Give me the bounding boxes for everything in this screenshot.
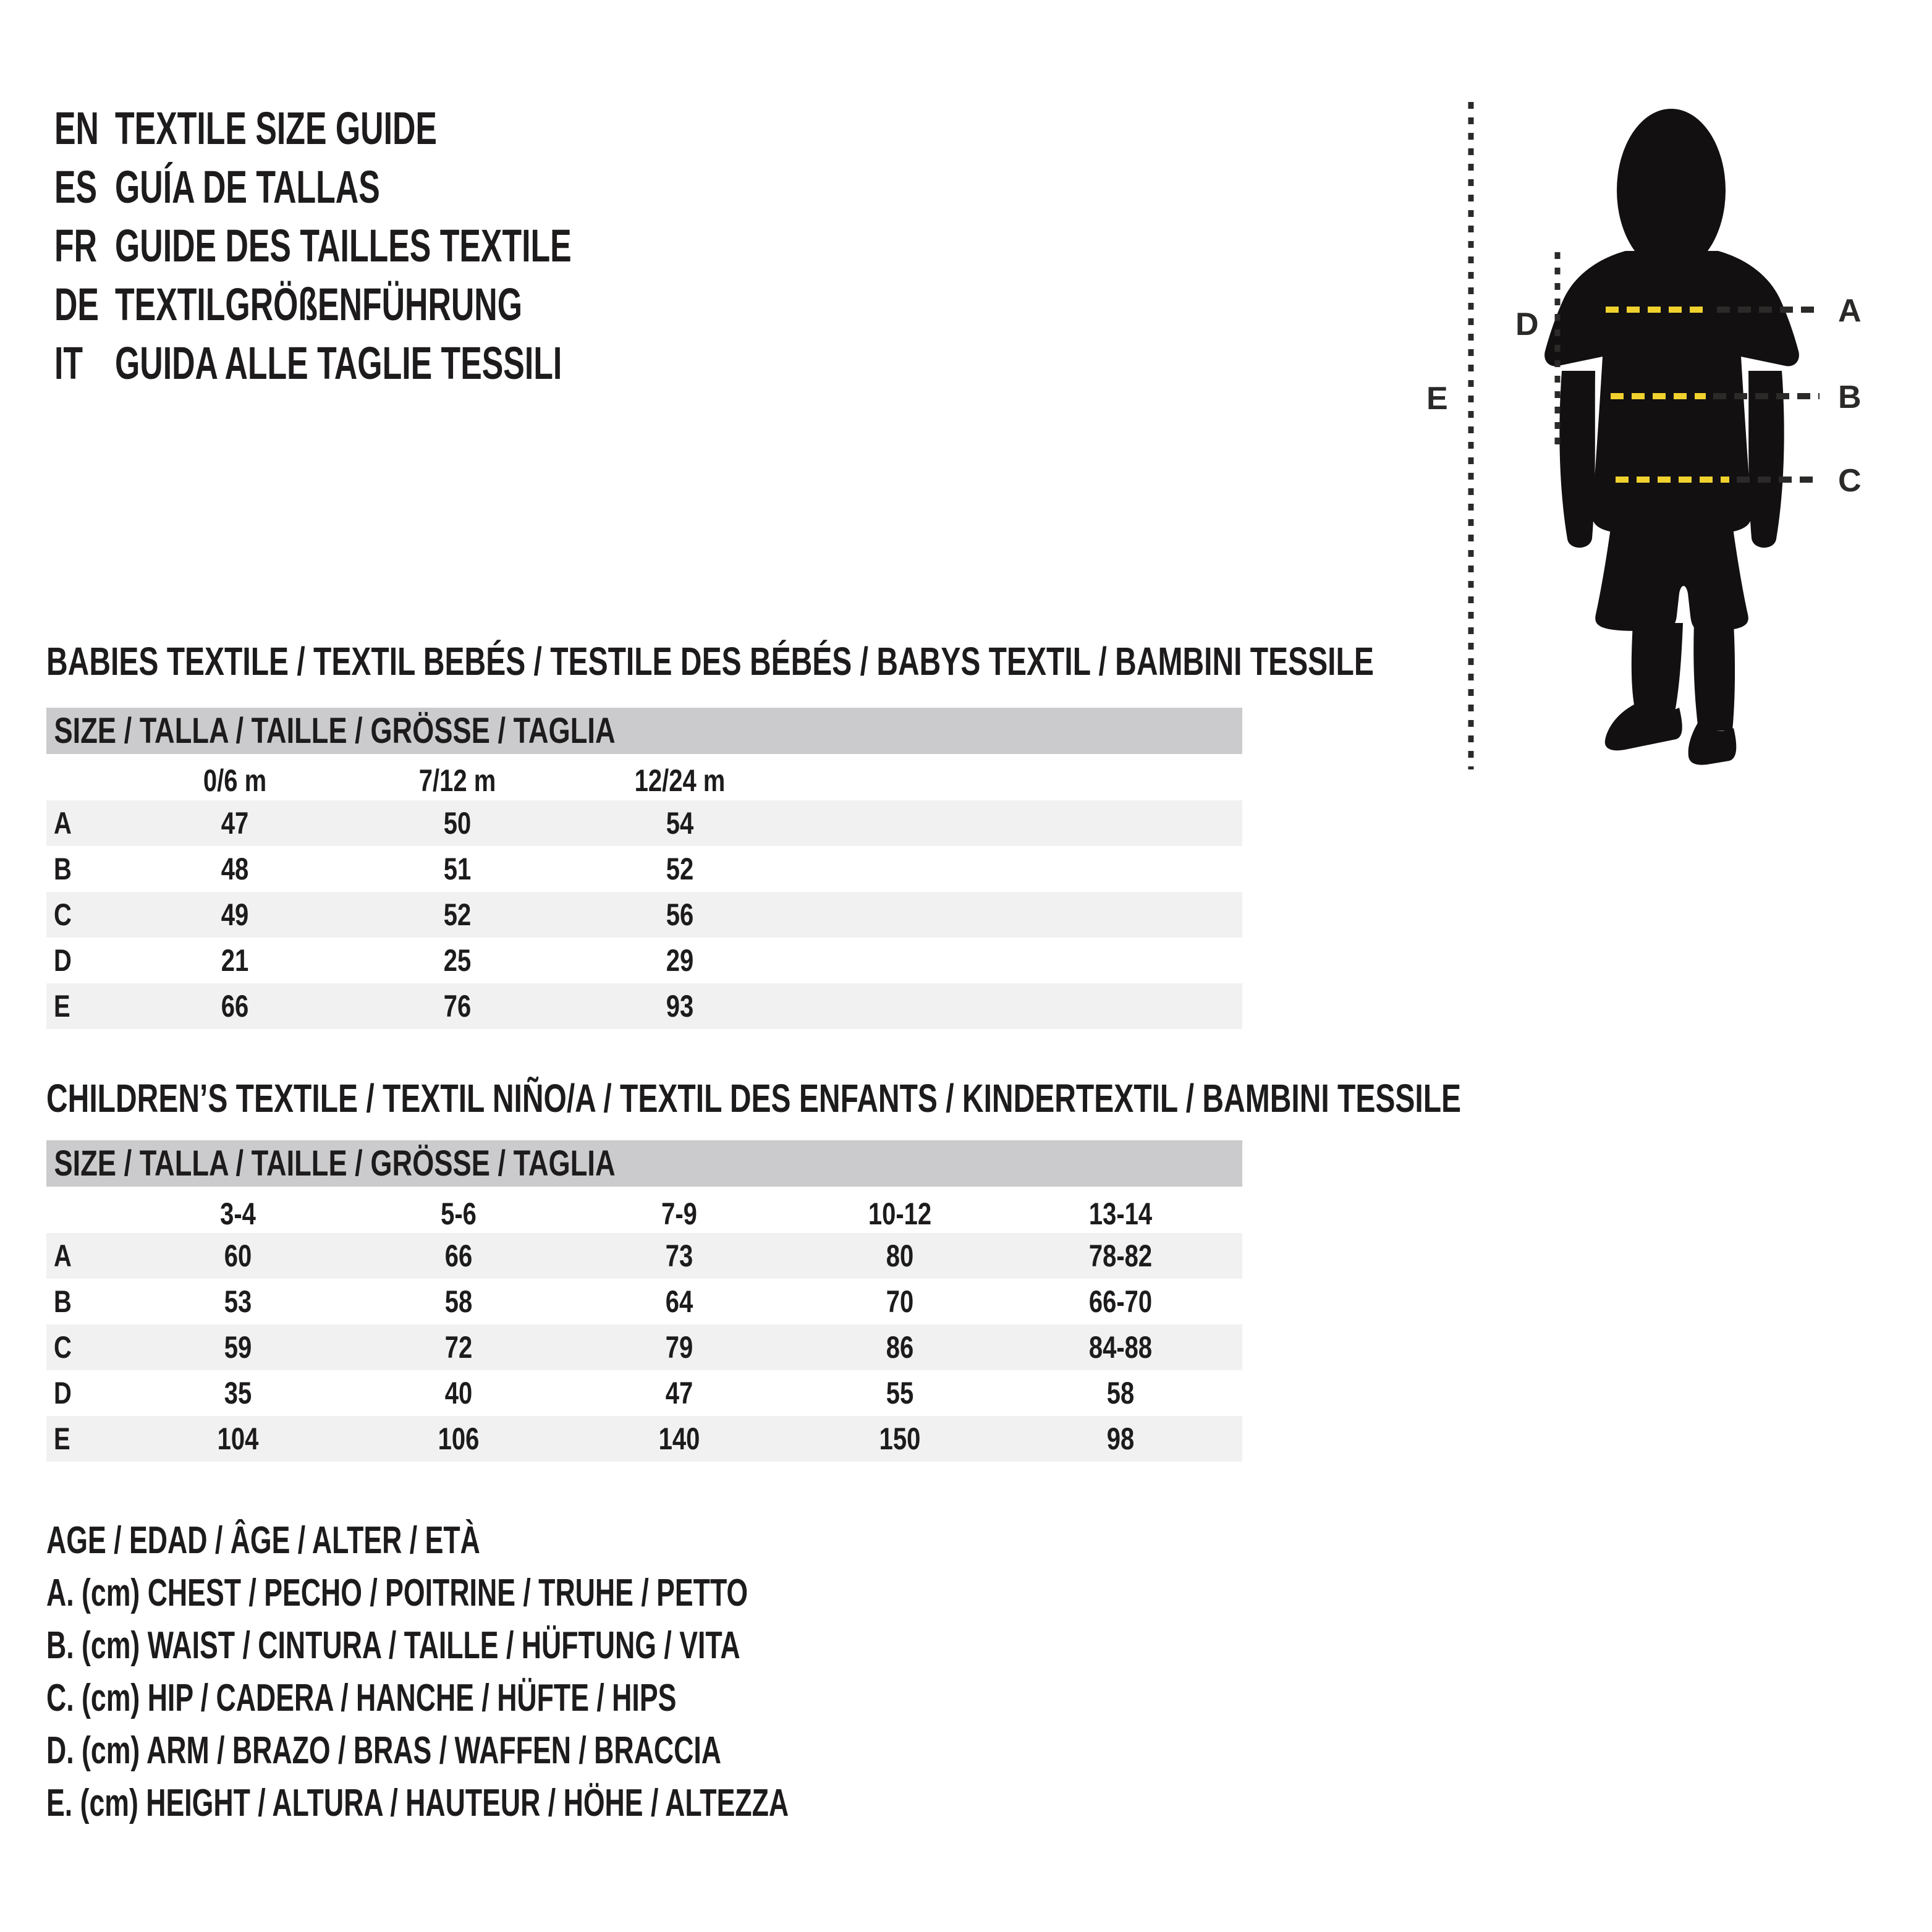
row-label: A: [54, 1239, 72, 1273]
lang-row-de: [54, 275, 722, 334]
value-cell: 98: [1106, 1421, 1135, 1456]
row-label: E: [54, 1421, 70, 1456]
row-label: C: [54, 897, 72, 932]
value-cell: 54: [666, 806, 694, 841]
col-header-cell: 10-12: [868, 1197, 932, 1231]
lang-title: GUIDA ALLE TAGLIE TESSILI: [115, 337, 562, 389]
value-cell: 55: [886, 1376, 914, 1410]
value-cell: 104: [217, 1421, 259, 1456]
babies-size-bar-label: SIZE / TALLA / TAILLE / GRÖSSE / TAGLIA: [54, 711, 616, 751]
value-cell: 72: [444, 1330, 473, 1365]
value-cell: 93: [666, 989, 694, 1023]
lang-code: EN: [54, 103, 99, 154]
lang-code: ES: [54, 161, 98, 213]
value-cell: 106: [438, 1421, 480, 1456]
row-label: C: [54, 1330, 72, 1365]
figure-label-e: E: [1426, 381, 1448, 417]
value-cell: 60: [224, 1239, 252, 1273]
lang-row-en: [54, 99, 601, 158]
value-cell: 140: [658, 1421, 700, 1456]
col-header-cell: 0/6 m: [203, 763, 267, 798]
row-label: B: [54, 852, 72, 886]
children-col-header-row: [46, 1195, 1242, 1234]
value-cell: 25: [443, 943, 472, 978]
lang-title: GUÍA DE TALLAS: [115, 161, 380, 213]
row-label: B: [54, 1284, 72, 1319]
figure-label-c: C: [1838, 463, 1862, 499]
lang-title: TEXTILE SIZE GUIDE: [115, 103, 437, 154]
babies-row-c: [46, 892, 1242, 938]
legend-line-chest: A. (cm) CHEST / PECHO / POITRINE / TRUHE / PETTO: [46, 1572, 748, 1614]
value-cell: 51: [443, 852, 472, 886]
babies-col-header-row: [46, 761, 1242, 800]
value-cell: 47: [221, 806, 249, 841]
value-cell: 29: [666, 943, 694, 978]
row-label: D: [54, 943, 72, 978]
babies-row-b: [46, 846, 1242, 892]
lang-code: DE: [54, 279, 99, 330]
value-cell: 76: [443, 989, 472, 1023]
value-cell: 66-70: [1088, 1284, 1153, 1319]
lang-row-es: [54, 158, 520, 216]
legend-line-height: E. (cm) HEIGHT / ALTURA / HAUTEUR / HÖHE / ALTEZZA: [46, 1782, 789, 1824]
babies-section-heading: BABIES TEXTILE / TEXTIL BEBÉS / TESTILE DES BÉBÉS / BABYS TEXTIL / BAMBINI TESSILE: [46, 639, 1374, 684]
value-cell: 150: [879, 1421, 921, 1456]
value-cell: 40: [444, 1376, 473, 1410]
children-row-e: [46, 1416, 1242, 1462]
col-header-cell: 7/12 m: [418, 763, 496, 798]
value-cell: 66: [221, 989, 249, 1023]
col-header-cell: 13-14: [1088, 1197, 1153, 1231]
legend-line-arm: D. (cm) ARM / BRAZO / BRAS / WAFFEN / BRACCIA: [46, 1729, 722, 1772]
lang-code: IT: [54, 337, 83, 389]
value-cell: 70: [886, 1284, 914, 1319]
children-row-d: [46, 1370, 1242, 1416]
value-cell: 86: [886, 1330, 914, 1365]
lang-title: TEXTILGRÖßENFÜHRUNG: [115, 279, 522, 330]
value-cell: 73: [665, 1239, 693, 1273]
children-row-a: [46, 1233, 1242, 1279]
value-cell: 66: [444, 1239, 473, 1273]
children-row-b: [46, 1279, 1242, 1324]
value-cell: 56: [666, 897, 694, 932]
value-cell: 48: [221, 852, 249, 886]
value-cell: 47: [665, 1376, 693, 1410]
babies-size-bar: [46, 708, 1242, 754]
babies-row-a: [46, 800, 1242, 846]
row-label: D: [54, 1376, 72, 1410]
children-section-heading: CHILDREN’S TEXTILE / TEXTIL NIÑO/A / TEXTIL DES ENFANTS / KINDERTEXTIL / BAMBINI TESSILE: [46, 1076, 1462, 1121]
value-cell: 84-88: [1088, 1330, 1153, 1365]
lang-row-it: [54, 334, 779, 392]
row-label: E: [54, 989, 70, 1023]
legend-line-hip: C. (cm) HIP / CADERA / HANCHE / HÜFTE / HIPS: [46, 1677, 677, 1719]
lang-code: FR: [54, 220, 98, 271]
value-cell: 53: [224, 1284, 252, 1319]
value-cell: 58: [444, 1284, 473, 1319]
value-cell: 80: [886, 1239, 914, 1273]
babies-row-d: [46, 938, 1242, 983]
lang-title: GUIDE DES TAILLES TEXTILE: [115, 220, 572, 271]
value-cell: 64: [665, 1284, 693, 1319]
legend-line-age: AGE / EDAD / ÂGE / ALTER / ETÀ: [46, 1519, 480, 1562]
babies-row-e: [46, 983, 1242, 1029]
figure-label-d: D: [1515, 307, 1539, 342]
children-size-bar-label: SIZE / TALLA / TAILLE / GRÖSSE / TAGLIA: [54, 1143, 616, 1184]
col-header-cell: 3-4: [220, 1197, 256, 1231]
col-header-cell: 12/24 m: [634, 763, 726, 798]
legend-line-waist: B. (cm) WAIST / CINTURA / TAILLE / HÜFTUNG / VITA: [46, 1624, 740, 1667]
value-cell: 78-82: [1088, 1239, 1153, 1273]
children-row-c: [46, 1324, 1242, 1370]
value-cell: 50: [443, 806, 472, 841]
value-cell: 21: [221, 943, 249, 978]
col-header-cell: 7-9: [661, 1197, 697, 1231]
value-cell: 52: [666, 852, 694, 886]
value-cell: 49: [221, 897, 249, 932]
children-size-bar: [46, 1140, 1242, 1187]
value-cell: 52: [443, 897, 472, 932]
figure-label-a: A: [1838, 293, 1862, 329]
value-cell: 35: [224, 1376, 252, 1410]
row-label: A: [54, 806, 72, 841]
lang-row-fr: [54, 216, 793, 275]
value-cell: 58: [1106, 1376, 1135, 1410]
value-cell: 79: [665, 1330, 693, 1365]
figure-label-b: B: [1838, 379, 1862, 415]
value-cell: 59: [224, 1330, 252, 1365]
col-header-cell: 5-6: [441, 1197, 477, 1231]
